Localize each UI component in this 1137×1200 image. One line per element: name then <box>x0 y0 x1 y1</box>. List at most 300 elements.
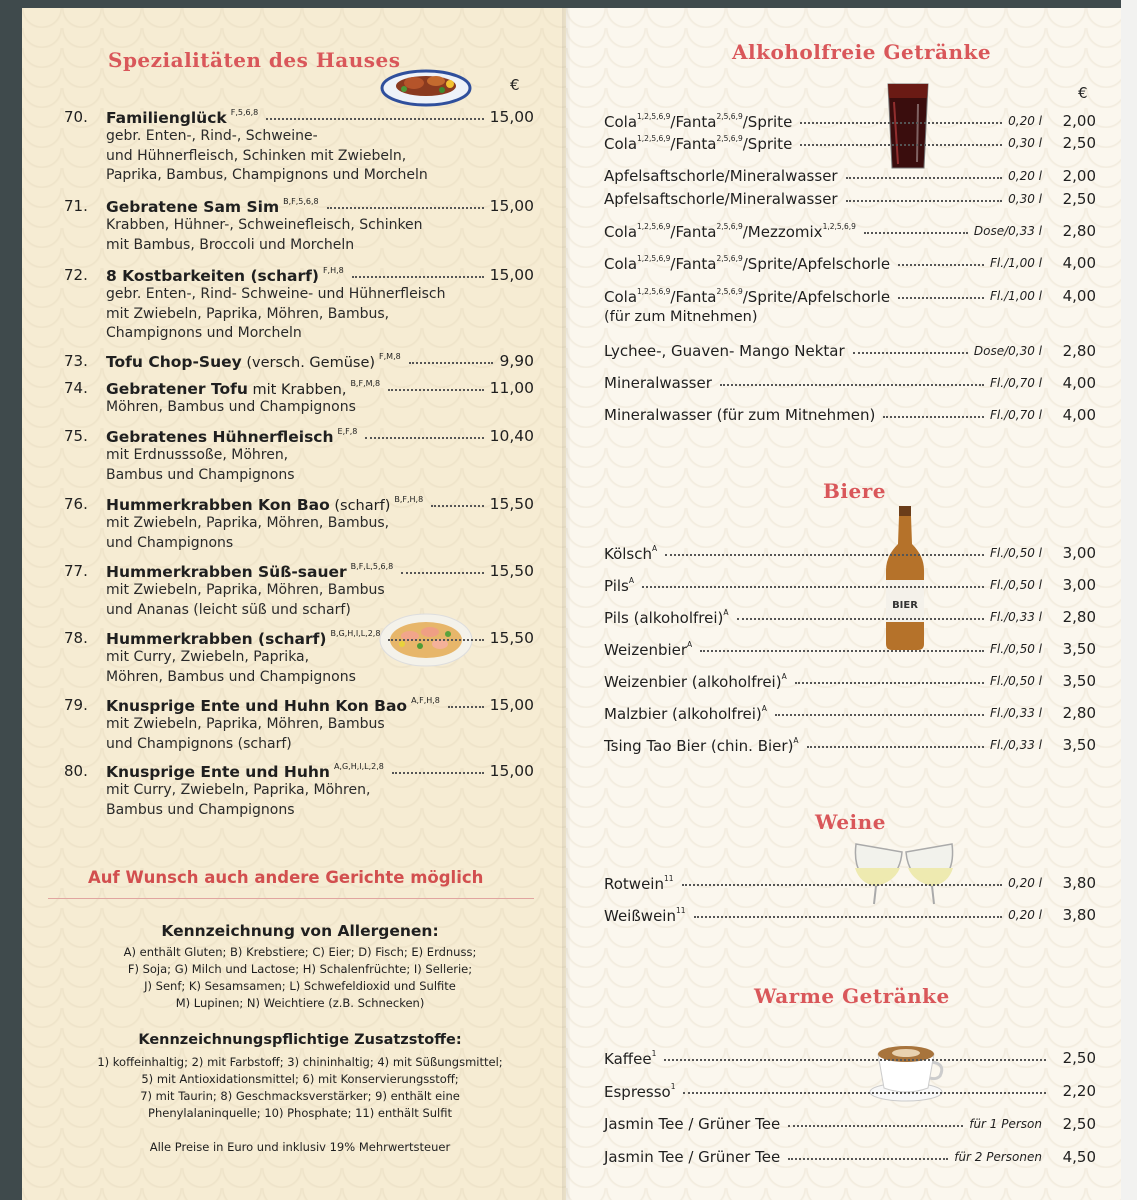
allergen-codes: F,5,6,8 <box>230 108 259 117</box>
drink-name-part: /Sprite/Apfelschorle <box>742 255 891 273</box>
dish-name <box>106 495 423 514</box>
drink-name <box>604 406 875 424</box>
drink-price: 3,80 <box>1062 906 1096 924</box>
drink-row <box>604 134 1096 156</box>
dish-number: 79. <box>64 696 88 714</box>
dot-leader <box>737 615 984 620</box>
additive-codes: 11 <box>663 874 674 883</box>
dish-price: 15,00 <box>489 108 534 126</box>
additive-line: 5) mit Antioxidationsmittel; 6) mit Konservierungsstoff; <box>141 1072 459 1086</box>
dot-leader <box>853 349 968 354</box>
drink-volume: Fl./0,50 l <box>990 546 1042 560</box>
dot-leader <box>846 197 1002 202</box>
drink-name <box>604 342 845 360</box>
additive-codes: 1,2,5,6,9 <box>637 254 671 263</box>
drink-volume: Fl./0,50 l <box>990 642 1042 656</box>
dish-description <box>106 216 486 255</box>
dish-extra: (scharf) <box>329 498 391 514</box>
dish-title: Hummerkrabben Süß-sauer <box>106 563 347 581</box>
drink-price: 2,50 <box>1062 134 1096 152</box>
drink-name-part: /Sprite/Apfelschorle <box>742 288 891 306</box>
drink-name-part: Weißwein <box>604 907 676 925</box>
drink-row <box>604 167 1096 189</box>
drink-row <box>604 640 1096 662</box>
drink-name <box>604 190 838 208</box>
dish-description <box>106 581 486 620</box>
drink-name <box>604 254 890 273</box>
dish-description <box>106 514 486 553</box>
dot-leader <box>846 174 1002 179</box>
drink-name-part: Weizenbier (alkoholfrei) <box>604 673 782 691</box>
drink-name-part: Cola <box>604 113 638 131</box>
drink-name-part: Mineralwasser (für zum Mitnehmen) <box>604 406 876 424</box>
drink-name <box>604 287 890 306</box>
drink-price: 3,50 <box>1062 672 1096 690</box>
drink-name <box>604 640 692 659</box>
drink-price: 2,20 <box>1062 1082 1096 1100</box>
drink-row <box>604 342 1096 364</box>
dot-leader <box>327 203 484 209</box>
dish-price: 15,50 <box>489 562 534 580</box>
drink-price: 3,80 <box>1062 874 1096 892</box>
dish-description <box>106 446 486 485</box>
allergen-codes: B,G,H,I,L,2,8 <box>330 629 381 638</box>
drink-volume: 0,30 l <box>1008 192 1042 206</box>
drink-row <box>604 1115 1096 1137</box>
dish-name <box>106 108 258 127</box>
drink-name-part: /Fanta <box>670 113 717 131</box>
drink-name-part: Pils <box>604 577 629 595</box>
description-line: mit Zwiebeln, Paprika, Möhren, Bambus, <box>106 305 390 322</box>
additive-codes: 2,5,6,9 <box>716 134 743 143</box>
dish-number: 80. <box>64 762 88 780</box>
dot-leader <box>388 385 484 391</box>
dot-leader <box>401 568 484 574</box>
drink-row <box>604 374 1096 396</box>
description-line: Möhren, Bambus und Champignons <box>106 668 356 685</box>
drink-volume: für 2 Personen <box>954 1150 1042 1164</box>
additive-codes: 1,2,5,6,9 <box>637 287 671 296</box>
drink-name <box>604 222 856 241</box>
dish-title: Familienglück <box>106 109 227 127</box>
description-line: mit Erdnusssoße, Möhren, <box>106 447 289 463</box>
dot-leader <box>642 583 984 588</box>
additive-codes: 2,5,6,9 <box>716 222 743 231</box>
description-line: und Champignons <box>106 534 234 551</box>
drink-row <box>604 704 1096 726</box>
dish-item <box>64 352 534 372</box>
drink-name-part: Cola <box>604 135 638 153</box>
description-line: mit Curry, Zwiebeln, Paprika, Möhren, <box>106 782 371 798</box>
drink-name <box>604 1148 780 1166</box>
allergen-line: A) enthält Gluten; B) Krebstiere; C) Eier; D) Fisch; E) Erdnuss; <box>123 945 477 959</box>
special-request-note: Auf Wunsch auch andere Gerichte möglich <box>88 868 484 887</box>
dot-leader <box>352 272 484 278</box>
description-line: mit Curry, Zwiebeln, Paprika, <box>106 649 310 665</box>
dish-description <box>106 715 486 754</box>
dish-number: 76. <box>64 495 88 513</box>
additive-line: Phenylalaninquelle; 10) Phosphate; 11) enthält Sulfit <box>148 1106 452 1120</box>
allergen-line: J) Senf; K) Sesamsamen; L) Schwefeldioxid und Sulfite <box>144 979 456 993</box>
drink-price: 3,50 <box>1062 736 1096 754</box>
dish-name <box>106 629 380 648</box>
drink-price: 2,80 <box>1062 342 1096 360</box>
drink-name-part: /Fanta <box>670 255 717 273</box>
dish-title: Gebratene Sam Sim <box>106 198 280 216</box>
drink-price: 2,00 <box>1062 112 1096 130</box>
dot-leader <box>883 413 984 418</box>
dish-name <box>106 427 357 446</box>
additive-codes: 1,2,5,6,9 <box>637 222 671 231</box>
description-line: Möhren, Bambus und Champignons <box>106 399 356 415</box>
allergen-list <box>60 944 540 1012</box>
description-line: mit Zwiebeln, Paprika, Möhren, Bambus <box>106 716 385 732</box>
additive-codes: A <box>761 704 767 713</box>
drink-row <box>604 222 1096 244</box>
dot-leader <box>392 768 484 774</box>
drink-volume: für 1 Person <box>969 1117 1042 1131</box>
dish-title: Hummerkrabben (scharf) <box>106 630 327 648</box>
drink-volume: Fl./1,00 l <box>990 289 1042 303</box>
drink-name-part: Malzbier (alkoholfrei) <box>604 705 762 723</box>
allergen-codes: A,F,H,8 <box>411 696 440 705</box>
drink-row <box>604 608 1096 630</box>
dish-item <box>64 629 534 688</box>
dish-title: Knusprige Ente und Huhn Kon Bao <box>106 697 408 715</box>
drink-volume: 0,20 l <box>1008 169 1042 183</box>
additive-codes: 1 <box>670 1082 676 1091</box>
drink-row <box>604 254 1096 276</box>
description-line: mit Zwiebeln, Paprika, Möhren, Bambus <box>106 582 385 598</box>
dish-extra: (versch. Gemüse) <box>241 355 376 371</box>
additives-heading: Kennzeichnungspflichtige Zusatzstoffe: <box>138 1032 462 1048</box>
dot-leader <box>800 141 1002 146</box>
dish-number: 72. <box>64 266 88 284</box>
dot-leader <box>683 1089 1046 1094</box>
dish-description <box>106 781 486 820</box>
section-title: Alkoholfreie Getränke <box>732 40 992 64</box>
dish-name <box>106 562 393 581</box>
dish-price: 15,50 <box>489 495 534 513</box>
drink-price: 2,80 <box>1062 222 1096 240</box>
dish-price: 15,50 <box>489 629 534 647</box>
dish-plate-icon <box>380 56 472 108</box>
description-line: mit Zwiebeln, Paprika, Möhren, Bambus, <box>106 515 390 531</box>
additive-codes: 2,5,6,9 <box>716 254 743 263</box>
dot-leader <box>664 1056 1046 1061</box>
dish-number: 74. <box>64 379 88 397</box>
allergen-codes: B,F,L,5,6,8 <box>350 562 394 571</box>
drink-name-part: Mineralwasser <box>604 374 712 392</box>
dot-leader <box>720 381 984 386</box>
dot-leader <box>409 358 493 364</box>
allergen-codes: F,H,8 <box>322 266 344 275</box>
additive-codes: A <box>781 672 787 681</box>
drink-name <box>604 134 792 153</box>
allergen-codes: B,F,H,8 <box>394 495 424 504</box>
description-line: Paprika, Bambus, Champignons und Morcheln <box>106 167 428 183</box>
bottle-label: BIER <box>892 600 918 611</box>
drink-name <box>604 1115 780 1133</box>
drink-row <box>604 1148 1096 1170</box>
drink-name-part: Apfelsaftschorle/Mineralwasser <box>604 167 838 185</box>
drink-name-part: /Fanta <box>670 223 717 241</box>
drink-name-part: Pils (alkoholfrei) <box>604 609 724 627</box>
drink-name <box>604 112 792 131</box>
drink-price: 2,50 <box>1062 1115 1096 1133</box>
drink-name-part: Espresso <box>604 1083 671 1101</box>
dot-leader <box>448 702 484 708</box>
section-title: Biere <box>823 479 886 503</box>
drink-name <box>604 874 674 893</box>
drink-row <box>604 906 1096 928</box>
drink-price: 3,00 <box>1062 576 1096 594</box>
drink-name-part: Kölsch <box>604 545 653 563</box>
dish-item <box>64 427 534 486</box>
dot-leader <box>788 1122 963 1127</box>
drink-price: 2,80 <box>1062 704 1096 722</box>
allergen-codes: B,F,5,6,8 <box>283 197 319 206</box>
dish-title: Knusprige Ente und Huhn <box>106 763 330 781</box>
allergen-codes: A,G,H,I,L,2,8 <box>333 762 384 771</box>
additive-line: 7) mit Taurin; 8) Geschmacksverstärker; 9) enthält eine <box>140 1089 460 1103</box>
dish-title: Gebratenes Hühnerfleisch <box>106 428 334 446</box>
page-edge <box>1121 0 1137 1200</box>
dot-leader <box>665 551 984 556</box>
drink-volume: Fl./0,50 l <box>990 674 1042 688</box>
drink-name-part: Apfelsaftschorle/Mineralwasser <box>604 190 838 208</box>
dish-name <box>106 379 380 398</box>
drink-name-part: Cola <box>604 288 638 306</box>
dish-item <box>64 379 534 419</box>
drink-row <box>604 190 1096 212</box>
dot-leader <box>795 679 984 684</box>
dot-leader <box>700 647 984 652</box>
allergen-codes: B,F,M,8 <box>350 379 381 388</box>
dish-description <box>106 285 486 344</box>
dish-price: 15,00 <box>489 266 534 284</box>
drink-price: 2,50 <box>1062 190 1096 208</box>
dish-title: 8 Kostbarkeiten (scharf) <box>106 267 319 285</box>
description-line: gebr. Enten-, Rind- Schweine- und Hühnerfleisch <box>106 286 446 302</box>
drink-name-part: Cola <box>604 223 638 241</box>
additive-codes: 2,5,6,9 <box>716 287 743 296</box>
dot-leader <box>694 913 1002 918</box>
dish-item <box>64 108 534 187</box>
drink-name <box>604 906 686 925</box>
dish-item <box>64 495 534 554</box>
drink-volume: Dose/0,33 l <box>973 224 1042 238</box>
drink-row <box>604 406 1096 428</box>
drink-row <box>604 1049 1096 1071</box>
drink-volume: 0,20 l <box>1008 114 1042 128</box>
dish-number: 71. <box>64 197 88 215</box>
dish-number: 73. <box>64 352 88 370</box>
drink-name-part: Jasmin Tee / Grüner Tee <box>604 1115 781 1133</box>
dish-name <box>106 266 344 285</box>
dish-item <box>64 197 534 256</box>
dish-item <box>64 696 534 755</box>
dot-leader <box>431 501 484 507</box>
dish-name <box>106 197 319 216</box>
dish-extra: mit Krabben, <box>247 382 347 398</box>
drink-name <box>604 1082 675 1101</box>
dish-price: 9,90 <box>499 352 534 370</box>
dot-leader <box>807 743 984 748</box>
section-title: Weine <box>815 810 886 834</box>
description-line: Bambus und Champignons <box>106 466 295 483</box>
drink-name <box>604 167 838 185</box>
drink-volume: Fl./0,33 l <box>990 706 1042 720</box>
drink-volume: Fl./0,50 l <box>990 578 1042 592</box>
drink-name <box>604 1049 656 1068</box>
drink-row <box>604 112 1096 134</box>
dot-leader <box>898 261 984 266</box>
description-line: mit Bambus, Broccoli und Morcheln <box>106 236 355 253</box>
dot-leader <box>864 229 968 234</box>
dish-price: 15,00 <box>489 696 534 714</box>
additive-codes: A <box>793 736 799 745</box>
dot-leader <box>898 294 984 299</box>
section-title: Warme Getränke <box>754 984 950 1008</box>
additive-codes: A <box>652 544 658 553</box>
dish-item <box>64 266 534 345</box>
drink-name-part: /Sprite <box>742 135 793 153</box>
drink-name-part: /Mezzomix <box>742 223 823 241</box>
drink-price: 4,00 <box>1062 287 1096 305</box>
drink-price: 4,50 <box>1062 1148 1096 1166</box>
additive-codes: 11 <box>675 906 686 915</box>
drink-name <box>604 672 787 691</box>
drink-row <box>604 874 1096 896</box>
dish-description <box>106 398 486 418</box>
drink-volume: 0,30 l <box>1008 136 1042 150</box>
drink-row <box>604 736 1096 758</box>
additive-codes: A <box>628 576 635 585</box>
description-line: und Ananas (leicht süß und scharf) <box>106 601 351 618</box>
additive-codes: A <box>723 608 729 617</box>
dot-leader <box>788 1155 948 1160</box>
currency-left: € <box>510 76 520 94</box>
drink-price: 4,00 <box>1062 254 1096 272</box>
drink-price: 4,00 <box>1062 374 1096 392</box>
dish-title: Tofu Chop-Suey <box>106 353 242 371</box>
drink-name-part: Cola <box>604 255 638 273</box>
description-line: Bambus und Champignons <box>106 801 295 818</box>
drink-price: 4,00 <box>1062 406 1096 424</box>
drink-name-part: Rotwein <box>604 875 664 893</box>
drink-row <box>604 672 1096 694</box>
dish-number: 70. <box>64 108 88 126</box>
additive-line: 1) koffeinhaltig; 2) mit Farbstoff; 3) chininhaltig; 4) mit Süßungsmittel; <box>97 1055 503 1069</box>
drink-name-part: Tsing Tao Bier (chin. Bier) <box>604 737 794 755</box>
drink-name <box>604 608 729 627</box>
dish-price: 10,40 <box>489 427 534 445</box>
dish-number: 78. <box>64 629 88 647</box>
dish-name <box>106 762 384 781</box>
description-line: Krabben, Hühner-, Schweinefleisch, Schinken <box>106 217 423 233</box>
drink-name <box>604 374 712 392</box>
dish-title: Gebratener Tofu <box>106 380 248 398</box>
allergen-codes: F,M,8 <box>379 352 401 361</box>
dish-item <box>64 562 534 621</box>
drink-price: 3,00 <box>1062 544 1096 562</box>
additives-list <box>60 1054 540 1122</box>
dot-leader <box>682 881 1002 886</box>
additive-codes: A <box>687 640 693 649</box>
drink-name <box>604 704 767 723</box>
description-line: und Champignons (scharf) <box>106 735 292 752</box>
drink-row <box>604 1082 1096 1104</box>
dot-leader <box>775 711 984 716</box>
drink-volume: Fl./0,33 l <box>990 610 1042 624</box>
drink-price: 2,80 <box>1062 608 1096 626</box>
dish-price: 15,00 <box>489 762 534 780</box>
drink-price: 2,00 <box>1062 167 1096 185</box>
drink-name-part: Weizenbier <box>604 641 688 659</box>
allergen-line: M) Lupinen; N) Weichtiere (z.B. Schnecken) <box>175 996 425 1010</box>
drink-volume: Fl./0,70 l <box>990 408 1042 422</box>
additive-codes: 2,5,6,9 <box>716 112 743 121</box>
description-line: gebr. Enten-, Rind-, Schweine- <box>106 128 318 144</box>
dish-item <box>64 762 534 821</box>
dish-title: Hummerkrabben Kon Bao <box>106 496 330 514</box>
dish-price: 15,00 <box>489 197 534 215</box>
additive-codes: 1,2,5,6,9 <box>822 222 856 231</box>
dot-leader <box>365 433 484 439</box>
allergen-heading: Kennzeichnung von Allergenen: <box>161 922 439 940</box>
dish-name <box>106 696 440 715</box>
drink-name <box>604 736 799 755</box>
specialties-title: Spezialitäten des Hauses <box>108 48 401 72</box>
drink-note: (für zum Mitnehmen) <box>604 309 758 325</box>
drink-volume: 0,20 l <box>1008 908 1042 922</box>
drink-name-part: /Sprite <box>742 113 793 131</box>
dish-number: 77. <box>64 562 88 580</box>
drink-name-part: /Fanta <box>670 288 717 306</box>
drink-name-part: Lychee-, Guaven- Mango Nektar <box>604 342 845 360</box>
drink-row <box>604 287 1096 331</box>
drink-volume: Fl./1,00 l <box>990 256 1042 270</box>
additive-codes: 1,2,5,6,9 <box>637 112 671 121</box>
dish-description <box>106 127 486 186</box>
drink-price: 2,50 <box>1062 1049 1096 1067</box>
dish-name <box>106 352 401 371</box>
allergen-line: F) Soja; G) Milch und Lactose; H) Schalenfrüchte; I) Sellerie; <box>127 962 473 976</box>
drink-volume: Fl./0,33 l <box>990 738 1042 752</box>
drink-volume: Dose/0,30 l <box>973 344 1042 358</box>
dish-price: 11,00 <box>489 379 534 397</box>
drink-name <box>604 576 634 595</box>
additive-codes: 1 <box>651 1049 657 1058</box>
drink-volume: Fl./0,70 l <box>990 376 1042 390</box>
dish-number: 75. <box>64 427 88 445</box>
currency-right: € <box>1078 84 1088 102</box>
description-line: Champignons und Morcheln <box>106 325 302 341</box>
additive-codes: 1,2,5,6,9 <box>637 134 671 143</box>
divider-line <box>48 898 534 899</box>
page-spine <box>562 8 570 1200</box>
drink-name-part: Kaffee <box>604 1050 652 1068</box>
drink-name-part: /Fanta <box>670 135 717 153</box>
dot-leader <box>266 114 484 120</box>
description-line: und Hühnerfleisch, Schinken mit Zwiebeln, <box>106 147 407 164</box>
dot-leader <box>800 119 1002 124</box>
drink-name <box>604 544 657 563</box>
drink-volume: 0,20 l <box>1008 876 1042 890</box>
vat-note: Alle Preise in Euro und inklusiv 19% Mehrwertsteuer <box>149 1140 451 1154</box>
dish-description <box>106 648 486 687</box>
